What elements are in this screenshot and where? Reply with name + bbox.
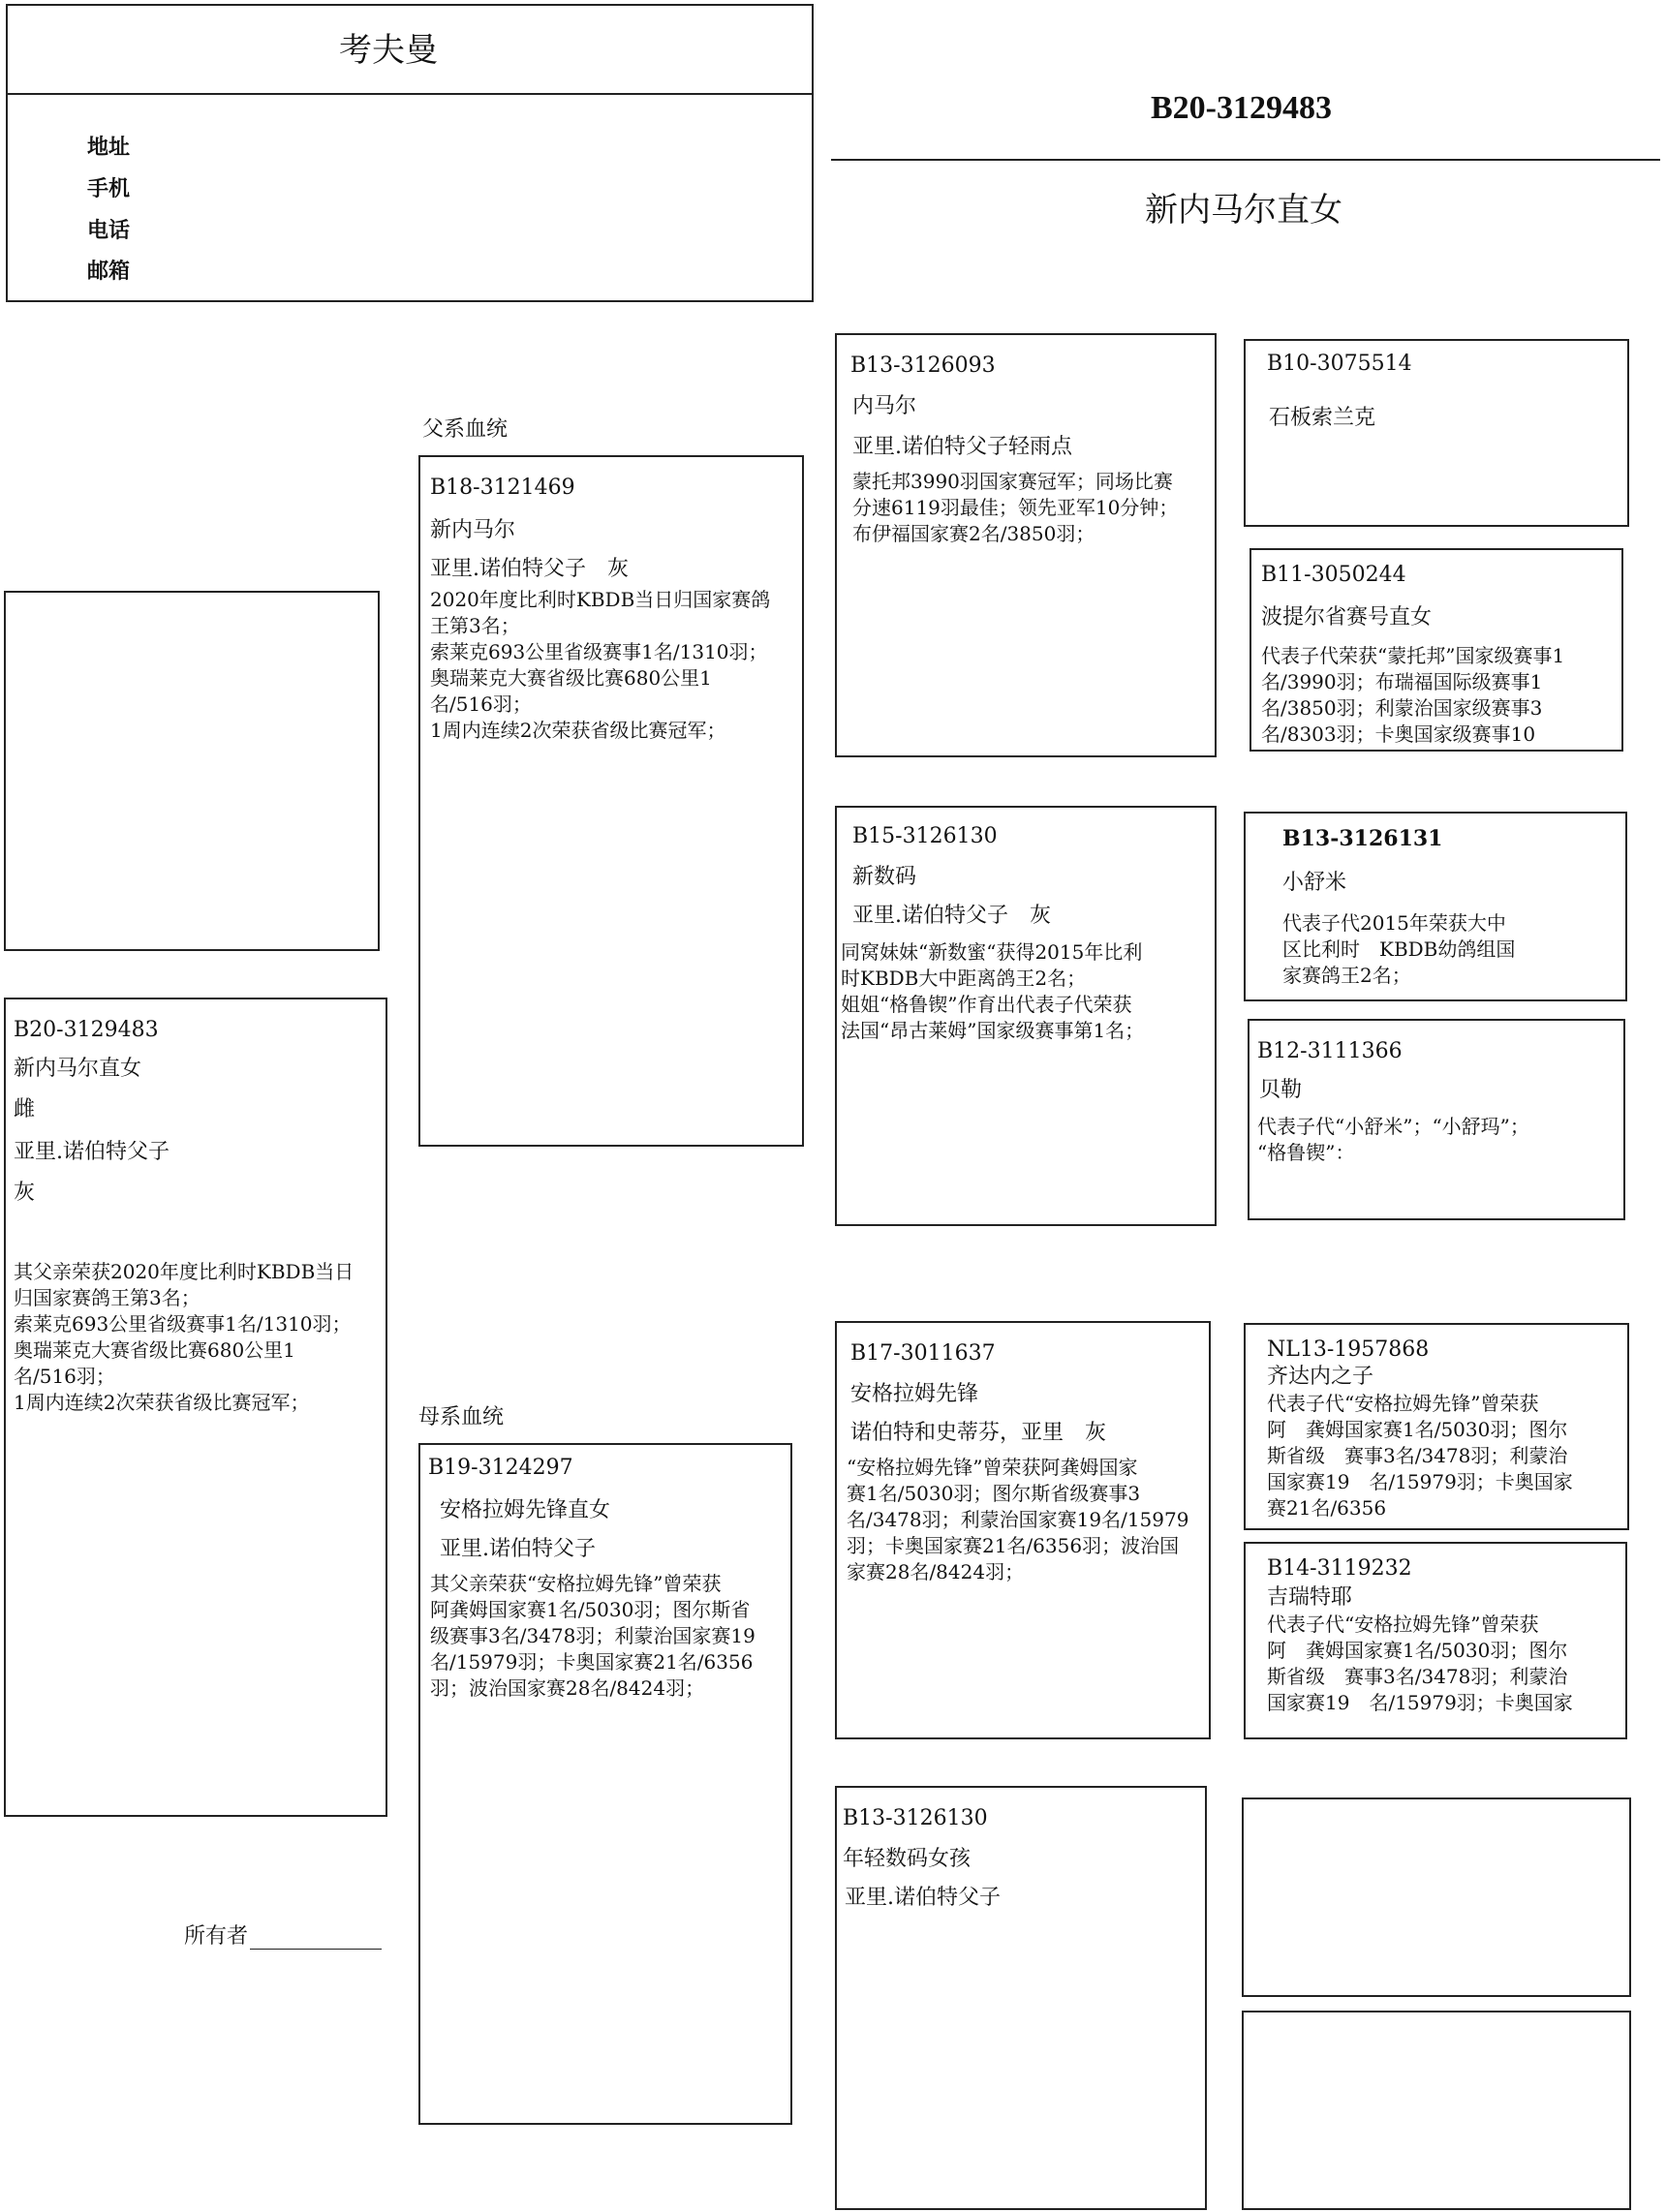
owner-divider	[6, 93, 814, 95]
sss-ring-number: B10-3075514	[1267, 352, 1412, 376]
sds-name: 小舒米	[1282, 871, 1347, 895]
sire-name: 新内马尔	[430, 518, 516, 542]
dam-sire-notes: “安格拉姆先锋”曾荣获阿龚姆国家 赛1名/5030羽；图尔斯省级赛事3 名/3478羽；利蒙治国家赛19名/15979 羽；卡奥国家赛21名/6356羽；波治国 家赛28名/8424羽；	[847, 1456, 1189, 1583]
sire-dam-breeder: 亚里.诺伯特父子 灰	[852, 904, 1051, 928]
sss-name: 石板索兰克	[1269, 406, 1376, 430]
dam-sire-name: 安格拉姆先锋	[850, 1382, 979, 1406]
owner-phone-label: 电话	[87, 218, 131, 243]
owner-mobile-label: 手机	[87, 176, 131, 201]
sds-ring-number: B13-3126131	[1282, 826, 1443, 851]
subject-ring-number: B20-3129483	[14, 1018, 159, 1042]
header-pigeon-name: 新内马尔直女	[1145, 191, 1342, 230]
dam-dam-name: 年轻数码女孩	[843, 1847, 972, 1871]
sdd-notes: 代表子代“小舒米”；“小舒玛”； “格鲁锲”：	[1257, 1115, 1529, 1164]
photo-frame	[4, 591, 380, 951]
dam-name: 安格拉姆先锋直女	[440, 1498, 611, 1522]
dam-sire-ring-number: B17-3011637	[850, 1341, 996, 1366]
sire-notes: 2020年度比利时KBDB当日归国家赛鸽 王第3名； 索莱克693公里省级赛事1名/1310羽； 奥瑞莱克大赛省级比赛680公里1 名/516羽； 1周内连续2次荣获省级比赛冠军；	[430, 588, 771, 742]
sire-sire-name: 内马尔	[852, 394, 917, 418]
dam-breeder: 亚里.诺伯特父子	[440, 1537, 596, 1561]
dsd-name: 吉瑞特耶	[1267, 1585, 1353, 1610]
ssd-name: 波提尔省赛号直女	[1261, 605, 1433, 630]
sire-breeder: 亚里.诺伯特父子 灰	[430, 557, 629, 581]
ssd-notes: 代表子代荣获“蒙托邦”国家级赛事1 名/3990羽；布瑞福国际级赛事1 名/3850羽；利蒙治国家级赛事3 名/8303羽；卡奥国家级赛事10	[1261, 644, 1565, 746]
sire-dam-name: 新数码	[852, 865, 917, 889]
sire-dam-ring-number: B15-3126130	[852, 824, 998, 848]
dam-sire-breeder: 诺伯特和史蒂芬，亚里 灰	[850, 1421, 1107, 1445]
dam-dam-ring-number: B13-3126130	[843, 1806, 988, 1830]
sire-sire-breeder: 亚里.诺伯特父子轻雨点	[852, 435, 1072, 459]
dam-notes: 其父亲荣获“安格拉姆先锋”曾荣获 阿龚姆国家赛1名/5030羽；图尔斯省 级赛事3名/3478羽；利蒙治国家赛19 名/15979羽；卡奥国家赛21名/6356 羽；波治国家赛28名/8424羽；	[430, 1572, 756, 1700]
dsd-notes: 代表子代“安格拉姆先锋”曾荣获 阿 龚姆国家赛1名/5030羽；图尔 斯省级 赛事3名/3478羽；利蒙治 国家赛19 名/15979羽；卡奥国家	[1267, 1613, 1573, 1714]
owner-email-label: 邮箱	[87, 259, 131, 284]
subject-color: 灰	[14, 1181, 36, 1205]
sire-ring-number: B18-3121469	[430, 476, 575, 500]
subject-name: 新内马尔直女	[14, 1057, 142, 1081]
header-ring-number: B20-3129483	[1151, 90, 1332, 126]
subject-notes: 其父亲荣获2020年度比利时KBDB当日 归国家赛鸽王第3名； 索莱克693公里省级赛事1名/1310羽； 奥瑞莱克大赛省级比赛680公里1 名/516羽； 1周内连续2次荣获省级比赛冠军；	[14, 1260, 355, 1414]
owner-signature-line	[250, 1949, 382, 1950]
header-divider	[831, 159, 1660, 161]
ssd-ring-number: B11-3050244	[1261, 563, 1406, 587]
sdd-ring-number: B12-3111366	[1257, 1039, 1403, 1063]
dss-ring-number: NL13-1957868	[1267, 1337, 1430, 1362]
sire-sire-notes: 蒙托邦3990羽国家赛冠军；同场比赛 分速6119羽最佳；领先亚军10分钟； 布伊福国家赛2名/3850羽；	[852, 470, 1179, 545]
sds-notes: 代表子代2015年荣获大中 区比利时 KBDB幼鸽组国 家赛鸽王2名；	[1282, 911, 1516, 987]
owner-signature-label: 所有者	[184, 1924, 249, 1949]
dsd-ring-number: B14-3119232	[1267, 1556, 1412, 1581]
sire-sire-ring-number: B13-3126093	[850, 353, 996, 378]
sire-dam-notes: 同窝妹妹“新数蜜“获得2015年比利 时KBDB大中距离鸽王2名； 姐姐“格鲁锲”作育出代表子代荣获 法国“昂古莱姆”国家级赛事第1名；	[841, 940, 1145, 1042]
dam-line-label: 母系血统	[418, 1405, 505, 1429]
dds-box	[1242, 1797, 1631, 1997]
sdd-name: 贝勒	[1259, 1078, 1303, 1102]
owner-name: 考夫曼	[339, 31, 438, 70]
subject-sex: 雌	[14, 1097, 36, 1121]
dss-notes: 代表子代“安格拉姆先锋”曾荣获 阿 龚姆国家赛1名/5030羽；图尔 斯省级 赛事3名/3478羽；利蒙治 国家赛19 名/15979羽；卡奥国家 赛21名/6356	[1267, 1392, 1573, 1517]
owner-address-label: 地址	[87, 135, 131, 160]
sire-line-label: 父系血统	[422, 417, 509, 442]
dam-dam-breeder: 亚里.诺伯特父子	[845, 1886, 1001, 1910]
ddd-box	[1242, 2011, 1631, 2210]
dss-name: 齐达内之子	[1267, 1365, 1374, 1389]
subject-breeder: 亚里.诺伯特父子	[14, 1140, 170, 1164]
dam-ring-number: B19-3124297	[428, 1456, 573, 1480]
